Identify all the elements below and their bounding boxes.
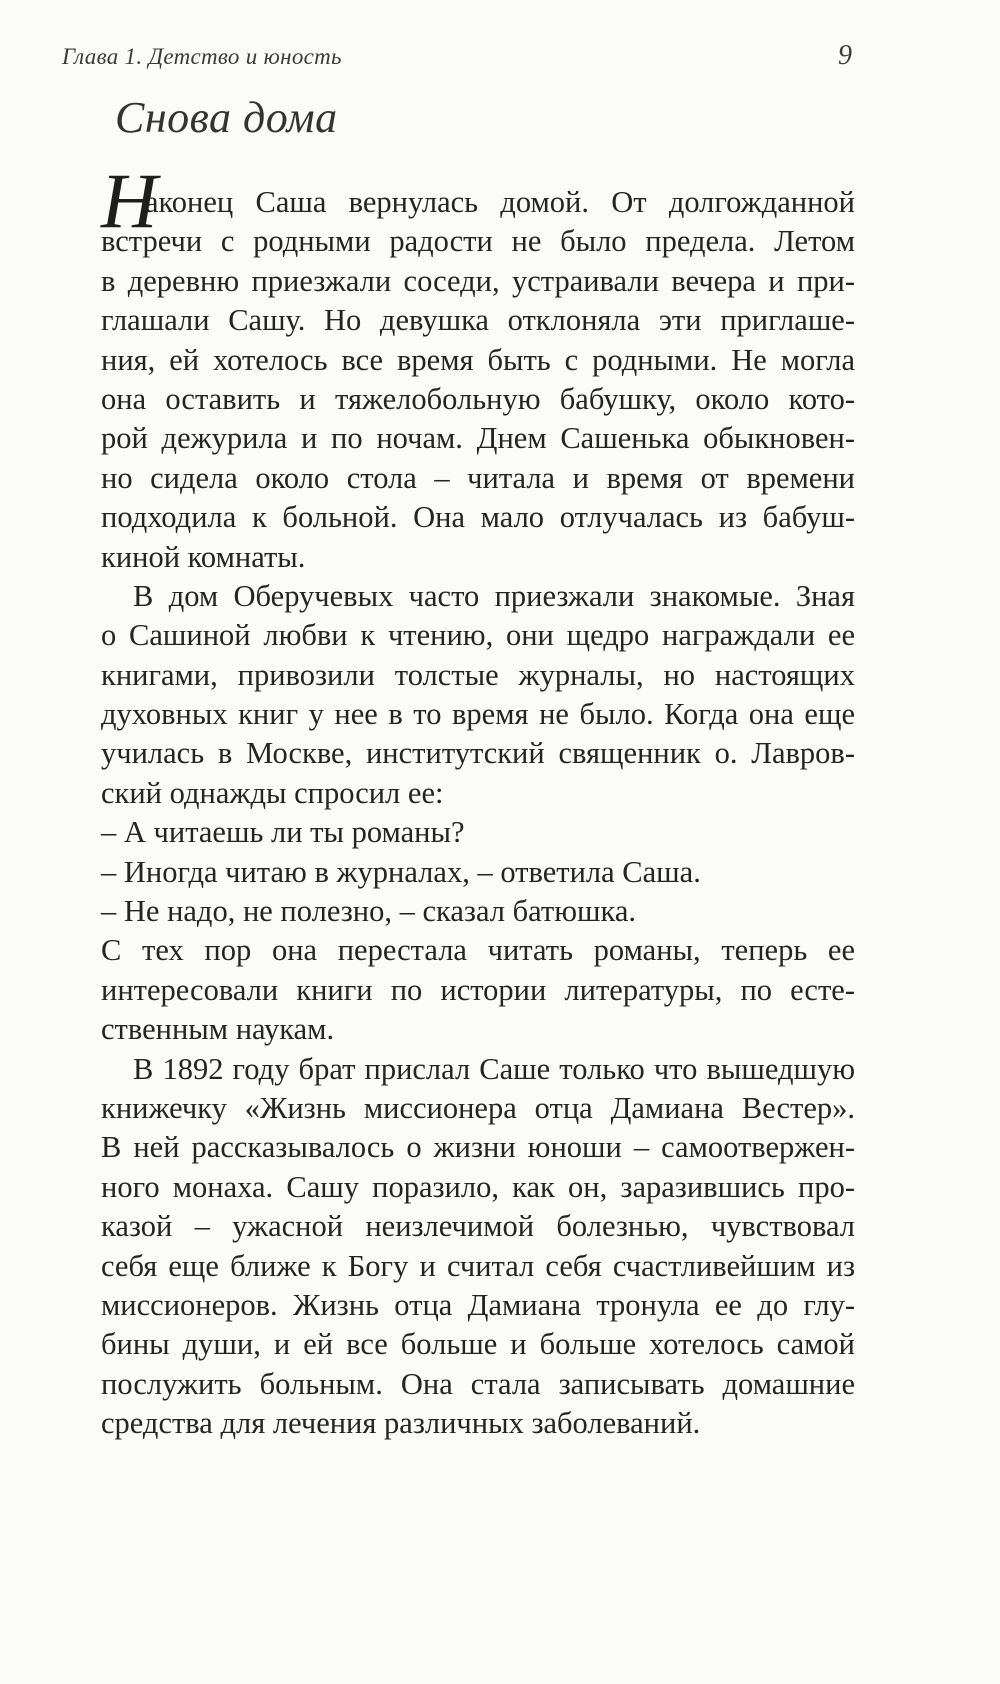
text-line: книжечку «Жизнь миссионера отца Дамиана Вестер». (101, 1090, 855, 1125)
text-line: книгами, привозили толстые журналы, но настоящих (101, 657, 855, 692)
text-line: она оставить и тяжелобольную бабушку, около кото- (101, 381, 855, 416)
section-title: Снова дома (115, 93, 338, 142)
text-line: средства для лечения различных заболеваний. (101, 1406, 701, 1441)
text-line: киной комнаты. (101, 539, 306, 574)
text-line: ния, ей хотелось все время быть с родными. Не могла (101, 342, 855, 377)
text-line: В дом Оберучевых часто приезжали знакомые. Зная (133, 578, 855, 613)
page-number: 9 (838, 40, 852, 71)
body-text (101, 157, 855, 1444)
text-line: встречи с родными радости не было предела. Летом (101, 224, 855, 259)
text-line: но сидела около стола – читала и время от времени (101, 460, 855, 495)
paragraph (101, 577, 855, 813)
paragraph (101, 1050, 855, 1444)
running-title: Глава 1. Детство и юность (62, 44, 342, 69)
text-line: интересовали книги по истории литературы, по есте- (101, 972, 855, 1007)
text-line: ский однажды спросил ее: (101, 775, 444, 810)
paragraph (101, 183, 855, 577)
text-line: С тех пор она перестала читать романы, теперь ее (101, 933, 855, 968)
text-line: миссионеров. Жизнь отца Дамиана тронула ее до глу- (101, 1287, 855, 1322)
text-line: духовных книг у нее в то время не было. Когда она еще (101, 697, 855, 732)
text-line: – А читаешь ли ты романы? (101, 815, 465, 850)
text-line: послужить больным. Она стала записывать домашние (101, 1366, 855, 1401)
text-line: в деревню приезжали соседи, устраивали вечера и при- (101, 263, 855, 298)
text-line: аконец Саша вернулась домой. От долгожданной (145, 185, 855, 219)
text-line: В ней рассказывалось о жизни юноши – самоотвержен- (101, 1130, 855, 1165)
text-line: рой дежурила и по ночам. Днем Сашенька обыкновен- (101, 421, 855, 456)
paragraph (101, 813, 855, 852)
text-line: бины души, и ей все больше и больше хотелось самой (101, 1327, 855, 1362)
text-line: о Сашиной любви к чтению, они щедро награждали ее (101, 618, 855, 653)
paragraph (101, 931, 855, 1049)
text-line: подходила к больной. Она мало отлучалась из бабуш- (101, 500, 855, 535)
text-line: училась в Москве, институтский священник о. Лавров- (101, 736, 855, 771)
text-line: – Иногда читаю в журналах, – ответила Саша. (101, 854, 701, 889)
text-line: ного монаха. Сашу поразило, как он, заразившись про- (101, 1169, 855, 1204)
text-line: казой – ужасной неизлечимой болезнью, чувствовал (101, 1209, 855, 1244)
text-line: ственным наукам. (101, 1012, 335, 1047)
paragraph (101, 853, 855, 892)
paragraph (101, 892, 855, 931)
drop-cap: Н (101, 157, 158, 244)
text-line: себя еще ближе к Богу и считал себя счастливейшим из (101, 1248, 855, 1283)
text-line: глашали Сашу. Но девушка отклоняла эти приглаше- (101, 303, 855, 338)
text-line: – Не надо, не полезно, – сказал батюшка. (101, 894, 636, 929)
text-line: В 1892 году брат прислал Саше только что вышедшую (133, 1051, 855, 1086)
